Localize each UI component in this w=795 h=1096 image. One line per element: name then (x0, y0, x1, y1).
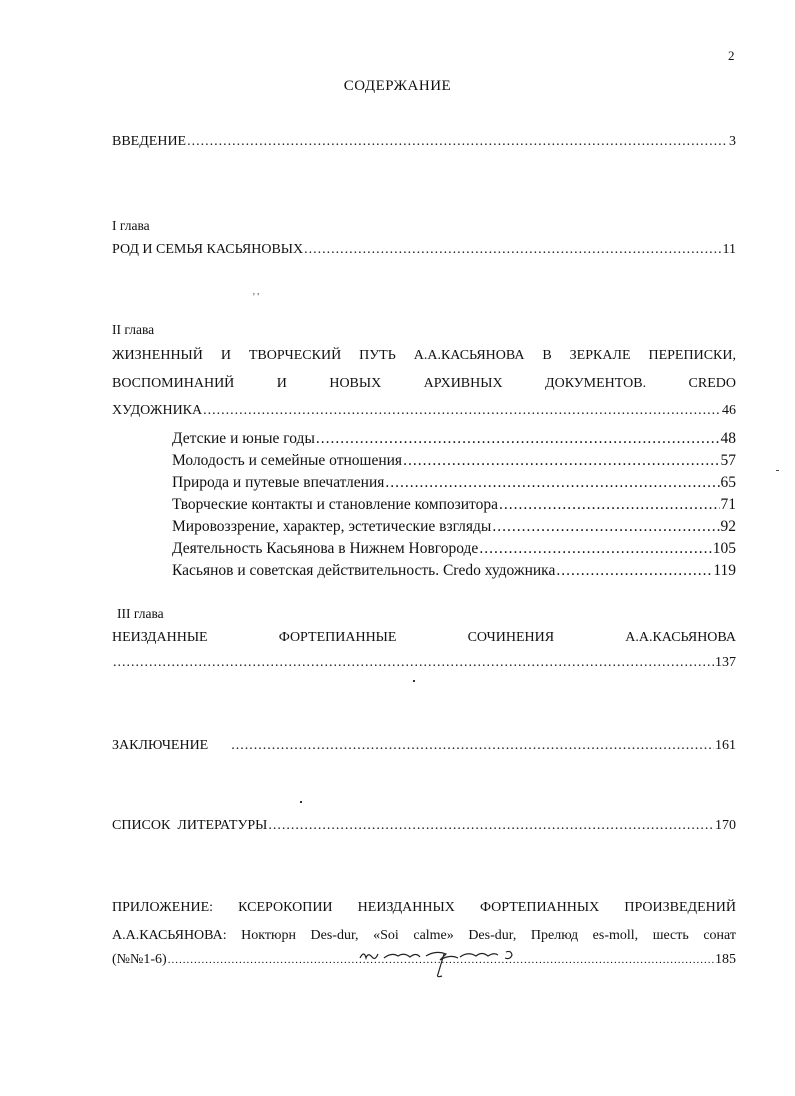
dot-leader (304, 242, 721, 258)
toc-entry-label: Творческие контакты и становление композитора (172, 496, 498, 513)
toc-entry-page: 46 (722, 403, 736, 418)
toc-entry-page: 137 (715, 655, 736, 670)
title-word: АРХИВНЫХ (423, 376, 503, 391)
dot-leader (479, 540, 711, 558)
page-number: 2 (728, 48, 735, 63)
toc-entry-label: Молодость и семейные отношения (172, 452, 403, 469)
chapter-2-title-line-2[interactable] (112, 376, 736, 392)
handwritten-annotation (356, 944, 531, 978)
toc-entry-page: 71 (720, 496, 736, 513)
dot-leader (316, 430, 720, 448)
toc-entry-label: Мировоззрение, характер, эстетические взгляды (172, 518, 492, 535)
dot-leader (385, 474, 719, 492)
toc-entry-page: 119 (713, 562, 736, 579)
dot-leader (499, 496, 720, 514)
title-word: И (276, 376, 287, 391)
title-word: В (542, 348, 552, 363)
toc-entry-page: 57 (720, 452, 736, 469)
toc-entry-label: Деятельность Касьянова в Нижнем Новгороде (172, 540, 479, 557)
title-word: ФОРТЕПИАННЫЕ (278, 630, 397, 645)
toc-entry-page: 161 (715, 738, 736, 753)
dot-leader (403, 452, 719, 470)
toc-entry-page: 48 (720, 430, 736, 447)
chapter-3-heading: III глава (117, 606, 164, 621)
toc-entry-label: ХУДОЖНИКА (112, 403, 203, 418)
title-word: ПУТЬ (359, 348, 396, 363)
title-word: СОЧИНЕНИЯ (467, 630, 555, 645)
toc-entry-page: 65 (720, 474, 736, 491)
toc-entry-bibliography[interactable] (112, 818, 736, 834)
chapter-3-title[interactable] (112, 630, 736, 646)
title-word: ПРИЛОЖЕНИЕ: (112, 900, 214, 915)
title-word: ЖИЗНЕННЫЙ (112, 348, 203, 363)
stray-marks: ' ' (253, 292, 260, 303)
title-word: CREDO (688, 376, 736, 391)
dot-leader (492, 518, 719, 536)
toc-entry-chapter-1[interactable] (112, 242, 736, 258)
toc-entry-page: 185 (715, 952, 736, 967)
toc-entry-label: Касьянов и советская действительность. Credo художника (172, 562, 556, 579)
toc-entry-label: СПИСОК ЛИТЕРАТУРЫ (112, 818, 268, 833)
scan-speck (776, 470, 779, 471)
scan-speck (300, 801, 302, 803)
chapter-1-heading: I глава (112, 218, 150, 233)
title-word: ДОКУМЕНТОВ. (545, 376, 647, 391)
title-word: ТВОРЧЕСКИЙ (248, 348, 342, 363)
chapter-2-heading: II глава (112, 322, 155, 337)
title-word: ПЕРЕПИСКИ, (648, 348, 736, 363)
title-word: ВОСПОМИНАНИЙ (112, 376, 235, 391)
title-word: НЕИЗДАННЫХ (357, 900, 455, 915)
dot-leader (113, 655, 714, 671)
scan-speck (413, 680, 415, 682)
toc-entry-page: 105 (712, 540, 736, 557)
toc-title: СОДЕРЖАНИЕ (343, 78, 452, 94)
toc-entry-label: РОД И СЕМЬЯ КАСЬЯНОВЫХ (112, 242, 304, 257)
title-word: КСЕРОКОПИИ (238, 900, 333, 915)
toc-section-entry[interactable] (172, 452, 736, 470)
title-word: НЕИЗДАННЫЕ (112, 630, 208, 645)
toc-section-entry[interactable] (172, 474, 736, 492)
toc-entry-intro[interactable] (112, 134, 736, 150)
title-word: А.А.КАСЬЯНОВА (625, 630, 736, 645)
toc-entry-conclusion[interactable] (112, 738, 736, 754)
toc-entry-label: ЗАКЛЮЧЕНИЕ (112, 738, 209, 753)
appendix-line-1[interactable] (112, 900, 736, 916)
toc-entry-label: (№№1-6) (112, 952, 167, 967)
dot-leader (203, 403, 721, 419)
toc-section-entry[interactable] (172, 430, 736, 448)
title-word: ЗЕРКАЛЕ (569, 348, 631, 363)
toc-section-entry[interactable] (172, 562, 736, 580)
title-word: А.А.КАСЬЯНОВА (413, 348, 525, 363)
title-word: ПРОИЗВЕДЕНИЙ (624, 900, 736, 915)
toc-section-entry[interactable] (172, 518, 736, 536)
chapter-2-title-line-1[interactable] (112, 348, 736, 364)
dot-leader (187, 134, 728, 150)
toc-entry-label: Детские и юные годы (172, 430, 315, 447)
appendix-line-2: А.А.КАСЬЯНОВА: Ноктюрн Des-dur, «Soi calme» Des-dur, Прелюд es-moll, шесть сонат (112, 928, 736, 943)
dot-leader (556, 562, 712, 580)
toc-section-entry[interactable] (172, 496, 736, 514)
dot-leader (231, 738, 714, 754)
toc-entry-page: 92 (720, 518, 736, 535)
toc-section-entry[interactable] (172, 540, 736, 558)
title-word: НОВЫХ (329, 376, 382, 391)
dot-leader (268, 818, 714, 834)
title-word: И (220, 348, 231, 363)
toc-entry-label: ВВЕДЕНИЕ (112, 134, 187, 149)
toc-entry-label: Природа и путевые впечатления (172, 474, 385, 491)
title-word: ФОРТЕПИАННЫХ (479, 900, 600, 915)
toc-entry-chapter-3[interactable] (112, 655, 736, 671)
toc-entry-page: 11 (722, 242, 736, 257)
toc-entry-chapter-2[interactable] (112, 403, 736, 419)
toc-entry-page: 170 (715, 818, 736, 833)
toc-entry-page: 3 (729, 134, 736, 149)
